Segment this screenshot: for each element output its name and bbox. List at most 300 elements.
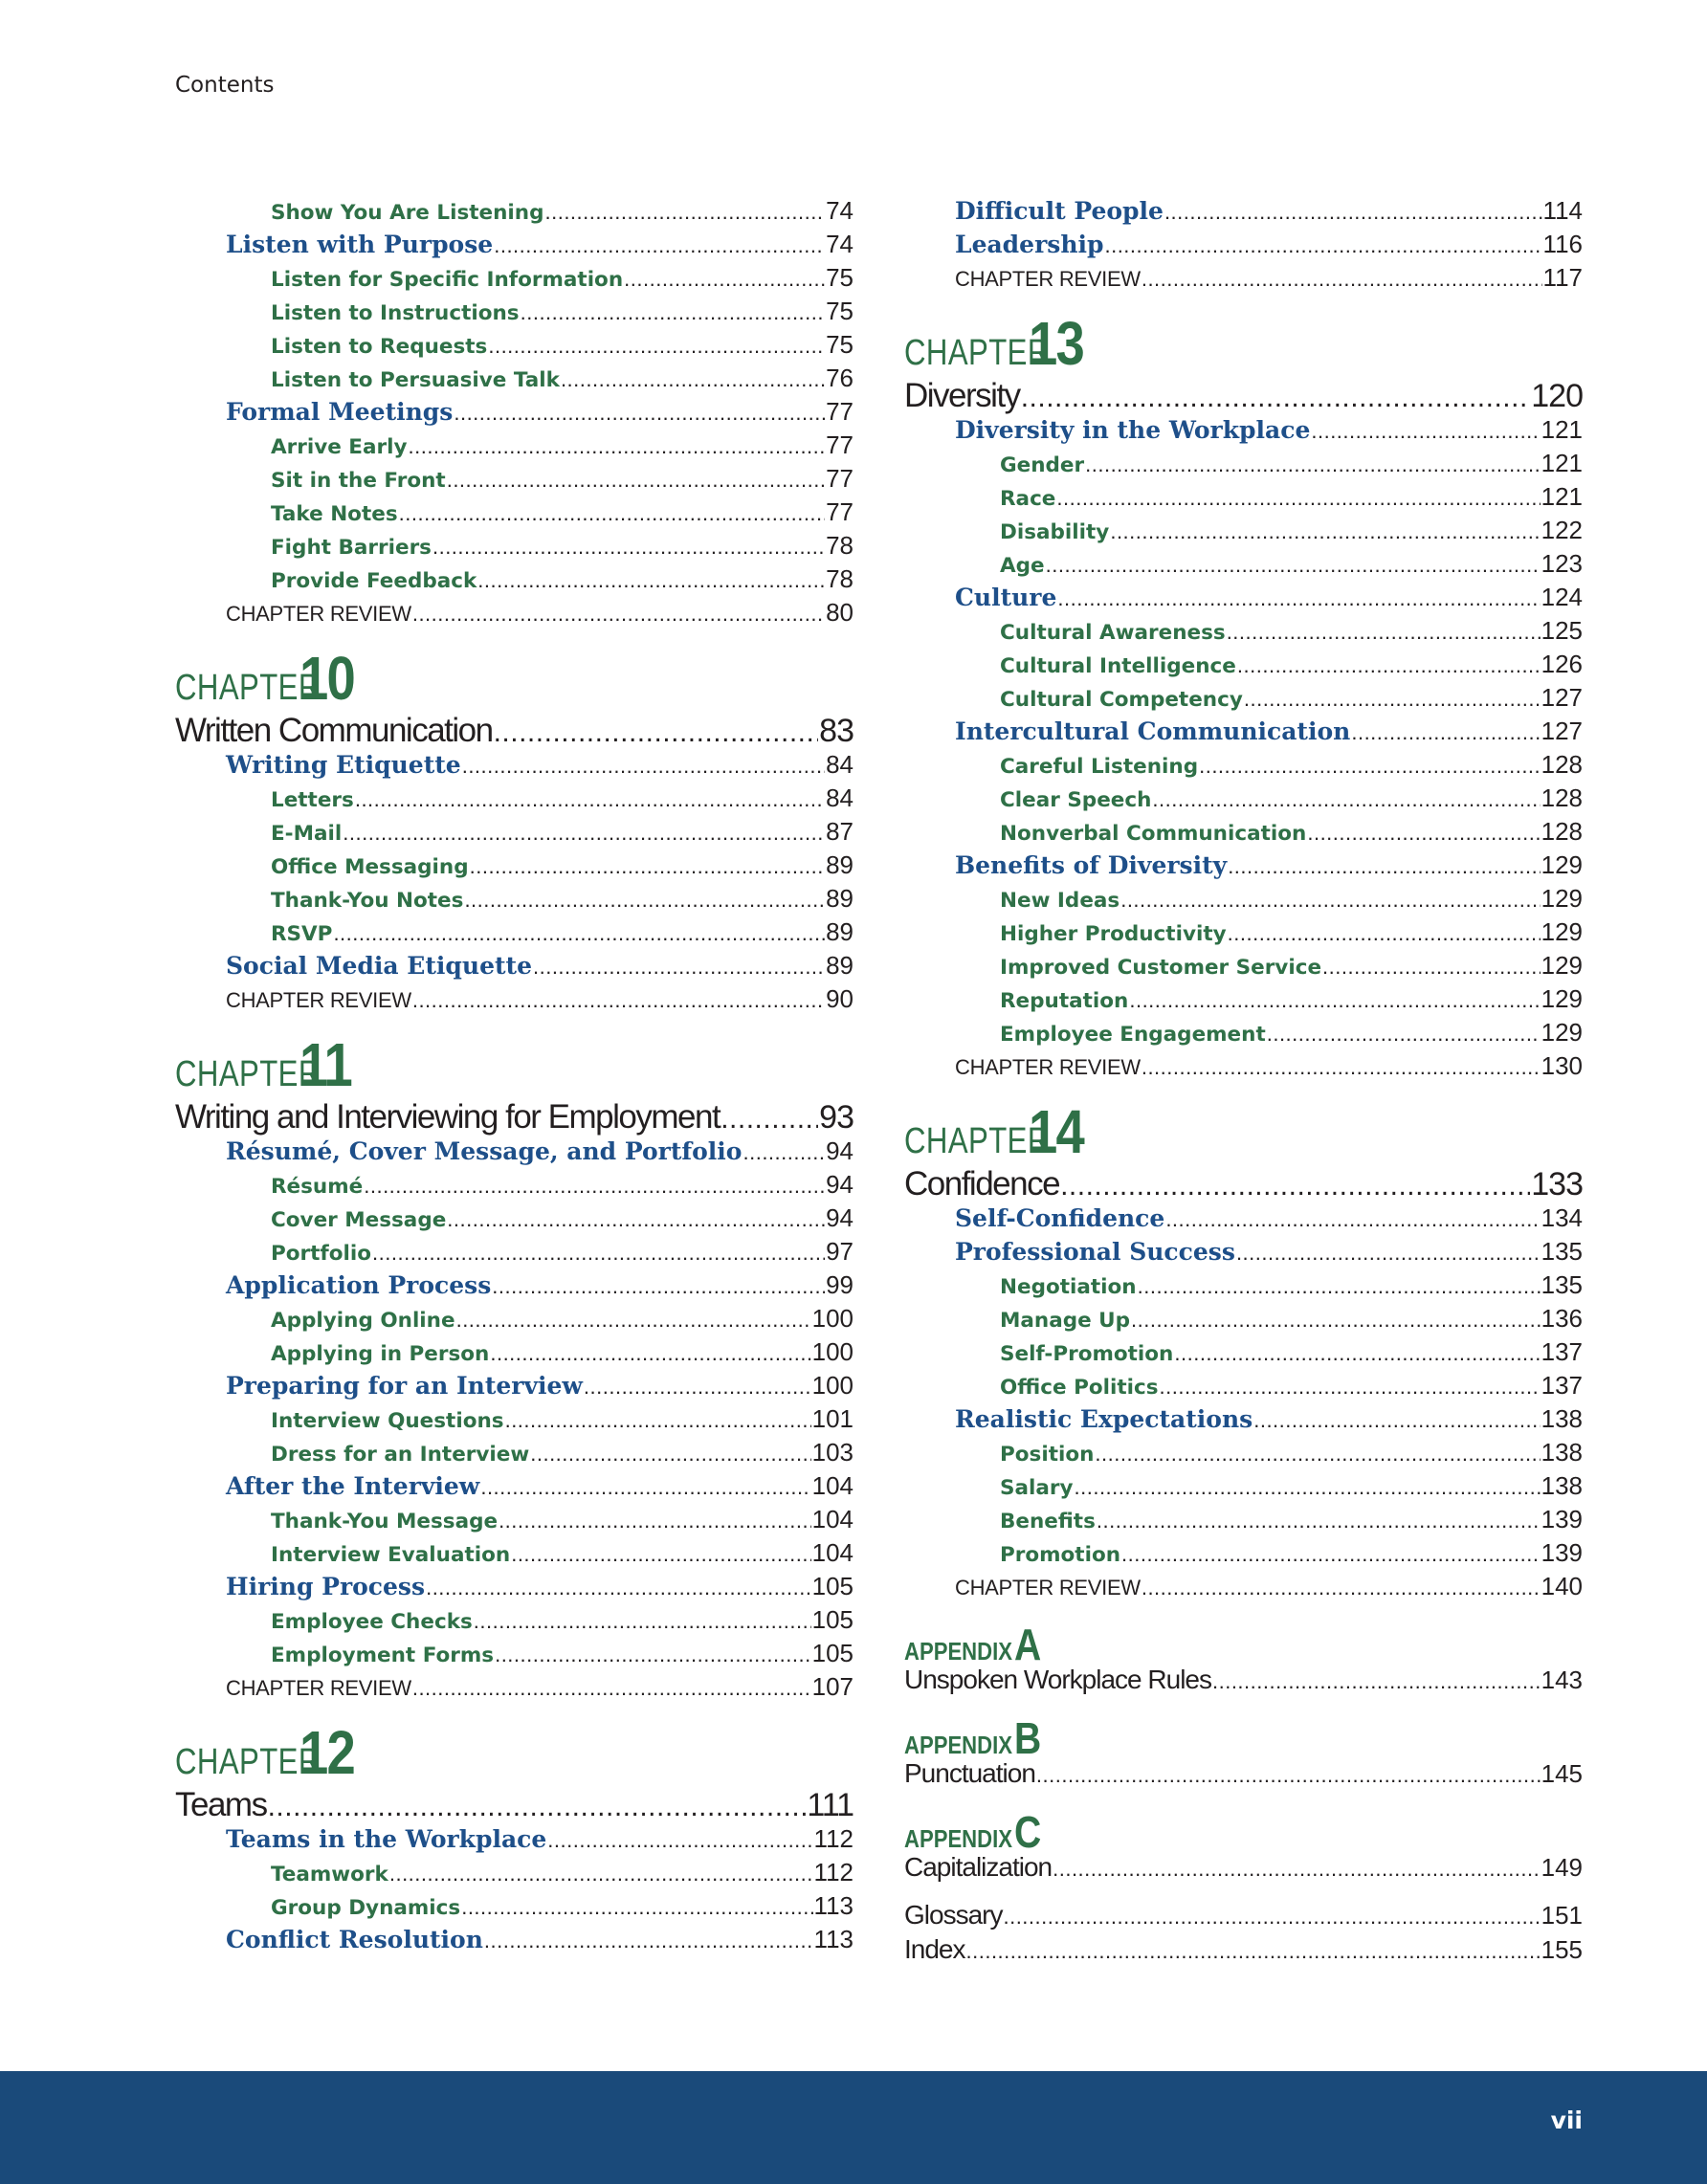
toc-page-number: 75 <box>826 297 854 325</box>
toc-page-number: 113 <box>813 1891 854 1920</box>
toc-page-number: 137 <box>1541 1371 1583 1400</box>
toc-page-number: 77 <box>826 497 854 526</box>
toc-back-matter-unspoken-workplace-rules[interactable] <box>904 1665 1583 1699</box>
toc-subsection-letters[interactable] <box>175 783 854 817</box>
toc-chapter-title-written-communication[interactable] <box>175 712 854 750</box>
dot-leader <box>499 1511 811 1532</box>
toc-section-listen-with-purpose[interactable] <box>175 230 854 263</box>
toc-section-benefits-of-diversity[interactable] <box>904 850 1583 884</box>
toc-subsection-position[interactable] <box>904 1438 1583 1471</box>
chapter-number: 10 <box>299 644 355 713</box>
page-number: vii <box>1550 2107 1583 2134</box>
toc-page-number: 127 <box>1541 683 1583 712</box>
toc-subsection-take-notes[interactable] <box>175 497 854 531</box>
toc-page-number: 107 <box>811 1672 854 1701</box>
toc-entry-title: Preparing for an Interview <box>226 1372 583 1400</box>
toc-entry-title: Dress for an Interview <box>271 1443 530 1467</box>
toc-page-number: 105 <box>811 1605 854 1634</box>
dot-leader <box>268 1793 807 1821</box>
dot-leader <box>480 1477 810 1498</box>
dot-leader <box>1121 1544 1541 1565</box>
toc-subsection-new-ideas[interactable] <box>904 884 1583 917</box>
dot-leader <box>364 1176 825 1197</box>
toc-entry-title: Promotion <box>1000 1543 1121 1567</box>
toc-chapter-review-chapter-review[interactable] <box>904 1051 1583 1085</box>
toc-subsection-promotion[interactable] <box>904 1538 1583 1572</box>
toc-entry-title: Applying in Person <box>271 1342 490 1366</box>
dot-leader <box>412 1678 811 1699</box>
appendix-label: APPENDIX <box>904 1824 1012 1853</box>
toc-page-number: 134 <box>1541 1203 1583 1232</box>
toc-page-number: 128 <box>1541 817 1583 846</box>
toc-subsection-fight-barriers[interactable] <box>175 531 854 564</box>
toc-subsection-salary[interactable] <box>904 1471 1583 1505</box>
toc-entry-title: Leadership <box>955 231 1104 258</box>
toc-chapter-review-chapter-review[interactable] <box>175 598 854 631</box>
toc-subsection-office-messaging[interactable] <box>175 850 854 884</box>
toc-subsection-age[interactable] <box>904 549 1583 583</box>
toc-section-diversity-in-the-workplace[interactable] <box>904 415 1583 449</box>
chapter-heading-12 <box>175 1717 854 1786</box>
dot-leader <box>494 718 819 747</box>
toc-subsection-provide-feedback[interactable] <box>175 564 854 598</box>
toc-subsection-improved-customer-service[interactable] <box>904 951 1583 984</box>
toc-page-number: 140 <box>1541 1572 1583 1600</box>
dot-leader <box>1199 756 1541 777</box>
toc-subsection-listen-to-requests[interactable] <box>175 330 854 364</box>
toc-section-intercultural-communication[interactable] <box>904 717 1583 750</box>
toc-subsection-employee-checks[interactable] <box>175 1605 854 1639</box>
toc-entry-title: Thank-You Notes <box>271 889 464 913</box>
toc-page-number: 129 <box>1541 984 1583 1013</box>
toc-entry-title: Culture <box>955 584 1057 611</box>
toc-page-number: 155 <box>1541 1935 1583 1964</box>
dot-leader <box>1138 1276 1541 1297</box>
toc-page-number: 83 <box>819 713 854 749</box>
toc-subsection-arrive-early[interactable] <box>175 430 854 464</box>
dot-leader <box>1165 1209 1540 1230</box>
chapter-heading-13 <box>904 308 1583 377</box>
toc-subsection-applying-in-person[interactable] <box>175 1337 854 1371</box>
dot-leader <box>1142 1057 1541 1078</box>
toc-entry-title: Sit in the Front <box>271 469 446 493</box>
dot-leader <box>492 1276 825 1297</box>
appendix-heading-a <box>904 1619 1583 1669</box>
toc-subsection-cover-message[interactable] <box>175 1203 854 1237</box>
toc-chapter-title-writing-and-interviewing-for-employment[interactable] <box>175 1098 854 1136</box>
toc-page-number: 143 <box>1541 1666 1583 1694</box>
dot-leader <box>1142 269 1542 290</box>
toc-entry-title: Higher Productivity <box>1000 922 1227 946</box>
toc-entry-title: Index <box>904 1934 965 1964</box>
dot-leader <box>343 823 825 844</box>
toc-page-number: 138 <box>1541 1471 1583 1500</box>
toc-section-social-media-etiquette[interactable] <box>175 951 854 984</box>
chapter-number: 11 <box>299 1030 352 1099</box>
dot-leader <box>454 403 825 424</box>
toc-section-r-sum-cover-message-and-portfolio[interactable] <box>175 1136 854 1170</box>
toc-entry-title: Diversity in the Workplace <box>955 416 1311 444</box>
toc-chapter-review-chapter-review[interactable] <box>904 1572 1583 1605</box>
dot-leader <box>521 302 825 323</box>
toc-subsection-cultural-competency[interactable] <box>904 683 1583 717</box>
dot-leader <box>584 1377 811 1398</box>
toc-page-number: 149 <box>1541 1853 1583 1882</box>
toc-entry-title: After the Interview <box>226 1472 480 1500</box>
toc-entry-title: Teamwork <box>271 1863 388 1886</box>
toc-entry-title: Realistic Expectations <box>955 1405 1253 1433</box>
toc-subsection-clear-speech[interactable] <box>904 783 1583 817</box>
chapter-number: 13 <box>1029 309 1084 378</box>
dot-leader <box>1164 202 1542 223</box>
toc-subsection-group-dynamics[interactable] <box>175 1891 854 1925</box>
dot-leader <box>484 1930 813 1952</box>
dot-leader <box>470 856 825 877</box>
toc-entry-title: CHAPTER REVIEW <box>955 267 1141 291</box>
toc-section-conflict-resolution[interactable] <box>175 1925 854 1958</box>
toc-entry-title: CHAPTER REVIEW <box>226 602 411 626</box>
toc-page-number: 90 <box>826 984 854 1013</box>
toc-entry-title: Cultural Awareness <box>1000 621 1226 645</box>
dot-leader <box>1267 1024 1541 1045</box>
toc-entry-title: Diversity <box>904 377 1020 414</box>
toc-subsection-cultural-awareness[interactable] <box>904 616 1583 650</box>
toc-entry-title: New Ideas <box>1000 889 1120 913</box>
toc-entry-title: Employment Forms <box>271 1644 495 1667</box>
dot-leader <box>495 1644 811 1666</box>
toc-entry-title: CHAPTER REVIEW <box>955 1055 1141 1079</box>
toc-page-number: 121 <box>1541 449 1583 477</box>
dot-leader <box>1228 856 1540 877</box>
dot-leader <box>474 1611 811 1632</box>
toc-entry-title: Confidence <box>904 1165 1060 1202</box>
toc-section-self-confidence[interactable] <box>904 1203 1583 1237</box>
toc-entry-title: Gender <box>1000 453 1085 477</box>
dot-leader <box>399 503 825 524</box>
toc-page-number: 94 <box>826 1136 854 1165</box>
toc-entry-title: Disability <box>1000 520 1110 544</box>
toc-entry-title: Self-Confidence <box>955 1204 1165 1232</box>
toc-page-number: 137 <box>1541 1337 1583 1366</box>
dot-leader <box>1227 622 1541 643</box>
toc-entry-title: Written Communication <box>175 712 493 749</box>
toc-subsection-gender[interactable] <box>904 449 1583 482</box>
toc-subsection-e-mail[interactable] <box>175 817 854 850</box>
toc-section-application-process[interactable] <box>175 1270 854 1304</box>
toc-page-number: 116 <box>1542 230 1583 258</box>
toc-entry-title: Cultural Intelligence <box>1000 654 1236 678</box>
dot-leader <box>333 923 825 944</box>
toc-subsection-r-sum[interactable] <box>175 1170 854 1203</box>
dot-leader <box>490 1343 810 1364</box>
toc-page-number: 89 <box>826 850 854 879</box>
dot-leader <box>1097 1511 1541 1532</box>
dot-leader <box>1085 454 1540 475</box>
chapter-heading-11 <box>175 1029 854 1098</box>
dot-leader <box>1110 521 1540 542</box>
toc-page-number: 139 <box>1541 1505 1583 1533</box>
toc-entry-title: Improved Customer Service <box>1000 956 1322 980</box>
toc-page-number: 112 <box>813 1824 854 1853</box>
dot-leader <box>1237 655 1541 676</box>
toc-page-number: 120 <box>1531 378 1583 414</box>
toc-section-hiring-process[interactable] <box>175 1572 854 1605</box>
toc-subsection-applying-online[interactable] <box>175 1304 854 1337</box>
toc-page-number: 138 <box>1541 1438 1583 1467</box>
dot-leader <box>412 990 825 1011</box>
dot-leader <box>1053 1859 1541 1880</box>
toc-page-number: 111 <box>807 1787 854 1823</box>
toc-entry-title: RSVP <box>271 922 333 946</box>
toc-section-difficult-people[interactable] <box>904 196 1583 230</box>
toc-subsection-employment-forms[interactable] <box>175 1639 854 1672</box>
chapter-number: 14 <box>1029 1097 1084 1166</box>
dot-leader <box>530 1444 810 1465</box>
toc-entry-title: CHAPTER REVIEW <box>226 988 411 1012</box>
toc-entry-title: Manage Up <box>1000 1309 1131 1333</box>
toc-subsection-benefits[interactable] <box>904 1505 1583 1538</box>
toc-subsection-disability[interactable] <box>904 516 1583 549</box>
chapter-label: CHAPTER <box>175 1742 321 1782</box>
toc-page-number: 124 <box>1541 583 1583 611</box>
toc-page-number: 117 <box>1542 263 1583 292</box>
toc-page-number: 125 <box>1541 616 1583 645</box>
toc-subsection-cultural-intelligence[interactable] <box>904 650 1583 683</box>
toc-page-number: 104 <box>811 1505 854 1533</box>
toc-entry-title: Reputation <box>1000 989 1129 1013</box>
appendix-letter: B <box>1014 1713 1042 1763</box>
toc-subsection-careful-listening[interactable] <box>904 750 1583 783</box>
toc-subsection-reputation[interactable] <box>904 984 1583 1018</box>
toc-entry-title: Unspoken Workplace Rules <box>904 1665 1211 1694</box>
toc-page-number: 136 <box>1541 1304 1583 1333</box>
toc-entry-title: Application Process <box>226 1271 492 1299</box>
toc-entry-title: Cover Message <box>271 1208 447 1232</box>
dot-leader <box>511 1544 810 1565</box>
toc-page-number: 75 <box>826 330 854 359</box>
toc-chapter-title-confidence[interactable] <box>904 1165 1583 1203</box>
toc-entry-title: Take Notes <box>271 502 398 526</box>
toc-subsection-listen-to-persuasive-talk[interactable] <box>175 364 854 397</box>
toc-subsection-thank-you-notes[interactable] <box>175 884 854 917</box>
toc-entry-title: Race <box>1000 487 1056 511</box>
toc-subsection-listen-to-instructions[interactable] <box>175 297 854 330</box>
toc-section-culture[interactable] <box>904 583 1583 616</box>
dot-leader <box>1120 890 1540 911</box>
toc-page-number: 129 <box>1541 917 1583 946</box>
toc-entry-title: Thank-You Message <box>271 1510 499 1533</box>
toc-section-writing-etiquette[interactable] <box>175 750 854 783</box>
dot-leader <box>477 570 825 591</box>
toc-entry-title: Portfolio <box>271 1242 372 1266</box>
toc-entry-title: Interview Evaluation <box>271 1543 511 1567</box>
footer-band <box>0 2071 1707 2184</box>
toc-entry-title: CHAPTER REVIEW <box>226 1676 411 1700</box>
dot-leader <box>1021 384 1531 412</box>
toc-subsection-manage-up[interactable] <box>904 1304 1583 1337</box>
toc-subsection-listen-for-specific-information[interactable] <box>175 263 854 297</box>
dot-leader <box>1322 957 1541 978</box>
dot-leader <box>1046 555 1541 576</box>
toc-entry-title: Arrive Early <box>271 435 408 459</box>
dot-leader <box>447 470 825 491</box>
toc-entry-title: Provide Feedback <box>271 569 477 593</box>
toc-entry-title: CHAPTER REVIEW <box>955 1576 1141 1599</box>
dot-leader <box>1057 588 1540 609</box>
toc-page-number: 139 <box>1541 1538 1583 1567</box>
toc-subsection-interview-evaluation[interactable] <box>175 1538 854 1572</box>
toc-page-number: 129 <box>1541 884 1583 913</box>
dot-leader <box>544 202 825 223</box>
toc-back-matter-punctuation[interactable] <box>904 1758 1583 1793</box>
toc-subsection-show-you-are-listening[interactable] <box>175 196 854 230</box>
toc-spacer <box>904 1886 1583 1900</box>
toc-entry-title: Office Politics <box>1000 1376 1159 1400</box>
toc-entry-title: Applying Online <box>271 1309 455 1333</box>
dot-leader <box>389 1864 813 1885</box>
toc-entry-title: Nonverbal Communication <box>1000 822 1307 846</box>
dot-leader <box>1236 1243 1541 1264</box>
toc-subsection-teamwork[interactable] <box>175 1858 854 1891</box>
toc-page-number: 74 <box>826 230 854 258</box>
toc-page-number: 105 <box>811 1572 854 1600</box>
toc-page-number: 121 <box>1541 415 1583 444</box>
dot-leader <box>1142 1577 1541 1599</box>
dot-leader <box>456 1310 811 1331</box>
dot-leader <box>533 957 825 978</box>
toc-page-number: 114 <box>1542 196 1583 225</box>
dot-leader <box>1160 1377 1541 1398</box>
toc-subsection-dress-for-an-interview[interactable] <box>175 1438 854 1471</box>
toc-page-number: 121 <box>1541 482 1583 511</box>
toc-page-number: 129 <box>1541 850 1583 879</box>
dot-leader <box>1036 1765 1541 1786</box>
toc-page-number: 77 <box>826 430 854 459</box>
toc-page-number: 89 <box>826 951 854 980</box>
toc-subsection-thank-you-message[interactable] <box>175 1505 854 1538</box>
toc-section-formal-meetings[interactable] <box>175 397 854 430</box>
toc-entry-title: Glossary <box>904 1900 1003 1930</box>
toc-page-number: 100 <box>811 1304 854 1333</box>
toc-subsection-self-promotion[interactable] <box>904 1337 1583 1371</box>
toc-subsection-race[interactable] <box>904 482 1583 516</box>
toc-subsection-rsvp[interactable] <box>175 917 854 951</box>
dot-leader <box>1056 488 1540 509</box>
toc-page-number: 104 <box>811 1471 854 1500</box>
dot-leader <box>1129 990 1540 1011</box>
running-head: Contents <box>175 73 275 98</box>
dot-leader <box>462 756 825 777</box>
toc-entry-title: Office Messaging <box>271 855 469 879</box>
toc-page-number: 151 <box>1541 1901 1583 1930</box>
dot-leader <box>1212 1671 1541 1692</box>
toc-chapter-review-chapter-review[interactable] <box>175 984 854 1018</box>
toc-page-number: 75 <box>826 263 854 292</box>
toc-page-number: 112 <box>813 1858 854 1886</box>
toc-chapter-title-teams[interactable] <box>175 1786 854 1824</box>
appendix-label: APPENDIX <box>904 1637 1012 1666</box>
toc-entry-title: Listen to Instructions <box>271 301 520 325</box>
toc-entry-title: Interview Questions <box>271 1409 504 1433</box>
dot-leader <box>966 1941 1541 1962</box>
toc-entry-title: Teams in the Workplace <box>226 1825 547 1853</box>
dot-leader <box>461 1897 812 1918</box>
dot-leader <box>505 1410 811 1431</box>
toc-section-teams-in-the-workplace[interactable] <box>175 1824 854 1858</box>
toc-section-preparing-for-an-interview[interactable] <box>175 1371 854 1404</box>
chapter-label: CHAPTER <box>904 1121 1050 1161</box>
dot-leader <box>464 890 825 911</box>
toc-subsection-interview-questions[interactable] <box>175 1404 854 1438</box>
dot-leader <box>1351 722 1540 743</box>
toc-page-number: 135 <box>1541 1270 1583 1299</box>
toc-page-number: 128 <box>1541 750 1583 779</box>
toc-entry-title: Conflict Resolution <box>226 1926 483 1953</box>
toc-page-number: 127 <box>1541 717 1583 745</box>
toc-subsection-portfolio[interactable] <box>175 1237 854 1270</box>
toc-section-after-the-interview[interactable] <box>175 1471 854 1505</box>
toc-entry-title: Difficult People <box>955 197 1164 225</box>
toc-entry-title: Fight Barriers <box>271 536 432 560</box>
toc-page-number: 122 <box>1541 516 1583 544</box>
appendix-letter: C <box>1014 1807 1042 1857</box>
toc-page-number: 101 <box>811 1404 854 1433</box>
toc-chapter-title-diversity[interactable] <box>904 377 1583 415</box>
toc-back-matter-glossary[interactable] <box>904 1900 1583 1934</box>
dot-leader <box>1152 789 1540 810</box>
toc-page-number: 129 <box>1541 951 1583 980</box>
toc-entry-title: Clear Speech <box>1000 788 1152 812</box>
dot-leader <box>426 1577 811 1599</box>
toc-chapter-review-chapter-review[interactable] <box>175 1672 854 1706</box>
toc-entry-title: Punctuation <box>904 1758 1035 1788</box>
dot-leader <box>1228 923 1541 944</box>
toc-section-professional-success[interactable] <box>904 1237 1583 1270</box>
toc-page-number: 89 <box>826 917 854 946</box>
toc-page-number: 93 <box>819 1099 854 1136</box>
toc-back-matter-index[interactable] <box>904 1934 1583 1969</box>
toc-entry-title: Group Dynamics <box>271 1896 461 1920</box>
toc-entry-title: Negotiation <box>1000 1275 1137 1299</box>
toc-page-number: 105 <box>811 1639 854 1667</box>
toc-back-matter-capitalization[interactable] <box>904 1852 1583 1886</box>
toc-page-number: 145 <box>1541 1759 1583 1788</box>
toc-entry-title: Self-Promotion <box>1000 1342 1174 1366</box>
toc-entry-title: Employee Engagement <box>1000 1023 1266 1047</box>
toc-subsection-higher-productivity[interactable] <box>904 917 1583 951</box>
toc-page-number: 87 <box>826 817 854 846</box>
chapter-label: CHAPTER <box>904 333 1050 373</box>
toc-subsection-nonverbal-communication[interactable] <box>904 817 1583 850</box>
toc-entry-title: Position <box>1000 1443 1095 1467</box>
toc-section-leadership[interactable] <box>904 230 1583 263</box>
dot-leader <box>547 1830 812 1851</box>
chapter-label: CHAPTER <box>175 1054 321 1094</box>
toc-subsection-office-politics[interactable] <box>904 1371 1583 1404</box>
toc-page-number: 94 <box>826 1170 854 1199</box>
toc-chapter-review-chapter-review[interactable] <box>904 263 1583 297</box>
toc-section-realistic-expectations[interactable] <box>904 1404 1583 1438</box>
toc-subsection-sit-in-the-front[interactable] <box>175 464 854 497</box>
toc-subsection-negotiation[interactable] <box>904 1270 1583 1304</box>
toc-page-number: 123 <box>1541 549 1583 578</box>
toc-page-number: 77 <box>826 397 854 426</box>
toc-subsection-employee-engagement[interactable] <box>904 1018 1583 1051</box>
chapter-heading-10 <box>175 643 854 712</box>
appendix-heading-b <box>904 1712 1583 1763</box>
toc-entry-title: Résumé, Cover Message, and Portfolio <box>226 1137 743 1165</box>
toc-entry-title: Cultural Competency <box>1000 688 1243 712</box>
